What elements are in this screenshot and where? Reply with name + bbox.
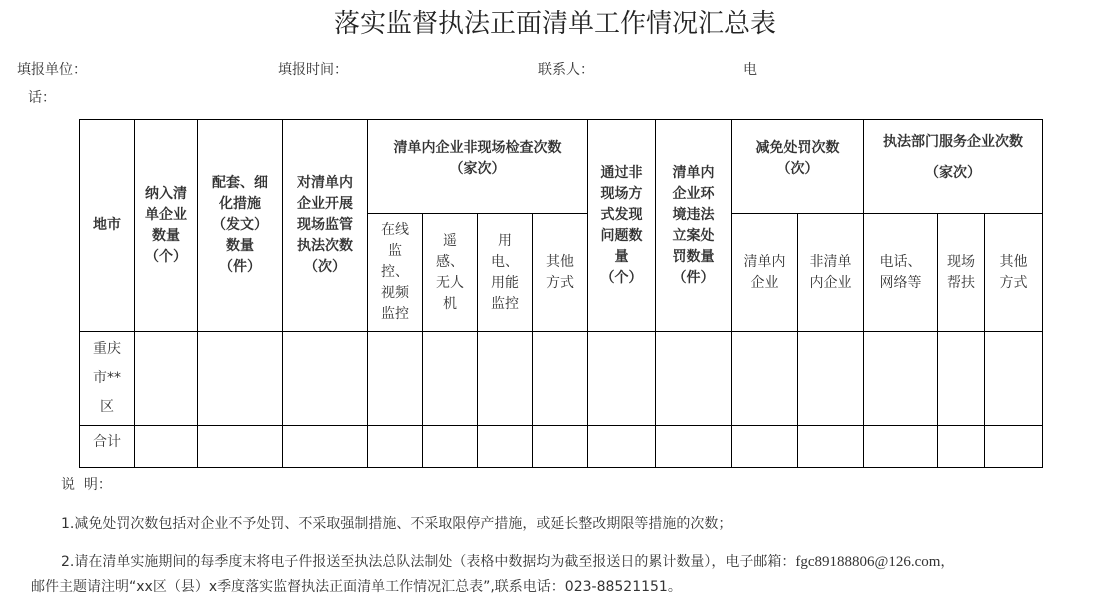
header-penalty-exempt-group: 减免处罚次数 （次） (732, 120, 864, 214)
cell[interactable] (588, 426, 656, 468)
note-item-1: 1.减免处罚次数包括对企业不予处罚、不采取强制措施、不采取限停产措施，或延长整改期限等措施的次数； (61, 516, 733, 532)
cell[interactable] (938, 426, 985, 468)
header-offsite-problems: 通过非 现场方 式发现 问题数 量 （个） (588, 120, 656, 332)
header-onsite-inspections: 对清单内 企业开展 现场监管 执法次数 （次） (283, 120, 368, 332)
note-item-2-line2: 邮件主题请注明“xx区（县）x季度落实监督执法正面清单工作情况汇总表”,联系电话：023-88521151。 (31, 579, 682, 595)
cell[interactable] (478, 332, 533, 426)
cell[interactable] (985, 332, 1043, 426)
header-exempt-unlisted: 非清单 内企业 (798, 214, 864, 332)
cell[interactable] (864, 332, 938, 426)
cell[interactable] (423, 426, 478, 468)
header-service-phone-network: 电话、 网络等 (864, 214, 938, 332)
cell[interactable] (533, 426, 588, 468)
document-title: 落实监督执法正面清单工作情况汇总表 (333, 9, 776, 39)
row-total-label: 合计 (80, 426, 135, 468)
cell[interactable] (985, 426, 1043, 468)
time-label: 填报时间： (278, 62, 348, 78)
cell[interactable] (938, 332, 985, 426)
cell[interactable] (368, 426, 423, 468)
header-violation-cases: 清单内 企业环 境违法 立案处 罚数量 （件） (656, 120, 732, 332)
cell[interactable] (198, 332, 283, 426)
unit-label: 填报单位： (17, 62, 87, 78)
header-city: 地市 (80, 120, 135, 332)
cell[interactable] (283, 426, 368, 468)
header-online-monitoring: 在线 监 控、 视频 监控 (368, 214, 423, 332)
cell[interactable] (732, 332, 798, 426)
header-exempt-listed: 清单内 企业 (732, 214, 798, 332)
cell[interactable] (656, 426, 732, 468)
cell[interactable] (135, 426, 198, 468)
phone-label-part1: 电 (743, 62, 757, 78)
header-service-onsite: 现场 帮扶 (938, 214, 985, 332)
cell[interactable] (533, 332, 588, 426)
table-row-total (80, 426, 1043, 468)
header-enterprises-count: 纳入清 单企业 数量 （个） (135, 120, 198, 332)
cell[interactable] (135, 332, 198, 426)
cell[interactable] (656, 332, 732, 426)
header-offsite-other: 其他 方式 (533, 214, 588, 332)
cell[interactable] (368, 332, 423, 426)
notes-heading: 说 明： (61, 477, 112, 493)
phone-label-part2: 话： (28, 90, 56, 106)
header-supporting-measures: 配套、细 化措施 （发文） 数量 （件） (198, 120, 283, 332)
header-service-group: 执法部门服务企业次数 （家次） (864, 120, 1043, 214)
header-offsite-group: 清单内企业非现场检查次数 （家次） (368, 120, 588, 214)
cell[interactable] (478, 426, 533, 468)
cell[interactable] (198, 426, 283, 468)
table-row (80, 332, 1043, 426)
contact-label: 联系人： (538, 62, 594, 78)
header-service-other: 其他 方式 (985, 214, 1043, 332)
cell[interactable] (798, 332, 864, 426)
header-power-usage-monitoring: 用 电、 用能 监控 (478, 214, 533, 332)
row-city: 重庆 市** 区 (80, 332, 135, 426)
cell[interactable] (798, 426, 864, 468)
cell[interactable] (283, 332, 368, 426)
note-item-2-line1: 2.请在清单实施期间的每季度末将电子件报送至执法总队法制处（表格中数据均为截至报送日的累计数量），电子邮箱：fgc89188806@126.com， (61, 554, 955, 570)
cell[interactable] (864, 426, 938, 468)
summary-table (79, 119, 1043, 468)
cell[interactable] (732, 426, 798, 468)
header-remote-sensing-drone: 遥 感、 无人 机 (423, 214, 478, 332)
cell[interactable] (423, 332, 478, 426)
cell[interactable] (588, 332, 656, 426)
contact-email[interactable]: fgc89188806@126.com (795, 554, 941, 570)
